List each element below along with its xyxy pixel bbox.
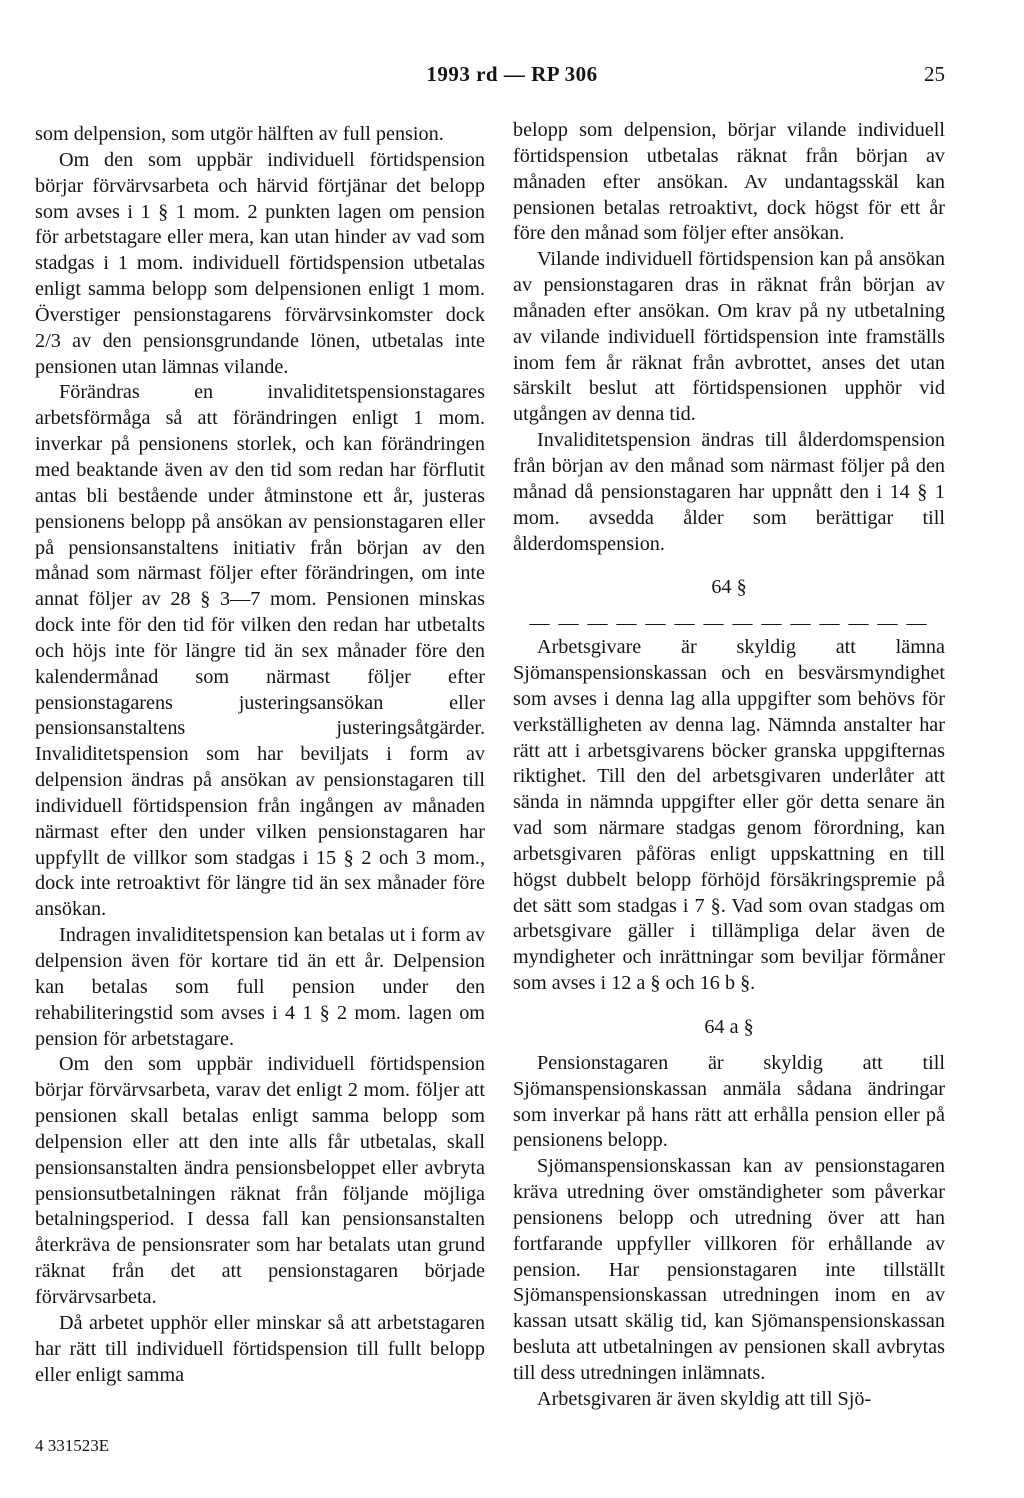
paragraph: Sjömanspensionskassan kan av pensionstagaren kräva utredning över omständigheter som påverkar pensionens belopp och utredning över att han fortfarande uppfyller villkoren för erhållande av pension. Har pensionstagaren inte tillställt Sjömanspensionskassan utredningen inom en av kassan utsatt skälig tid, kan Sjömanspensionskassan besluta att utbetalningen av pensionen skall avbrytas till dess utredningen inlämnats. bbox=[513, 1155, 945, 1384]
section-64-heading: 64 § bbox=[711, 576, 747, 599]
right-column bbox=[513, 118, 945, 1413]
section-64a-heading: 64 a § bbox=[704, 1016, 754, 1038]
paragraph: Vilande individuell förtidspension kan på ansökan av pensionstagaren dras in räknat från början av månaden efter ansökan. Om krav på ny utbetalning av vilande individuell förtidspension inte framställs inom fem år räknat från avbrottet, anses det utan särskilt beslut att förtidspensionen upphör vid utgången av denna tid. bbox=[513, 248, 945, 426]
paragraph: Indragen invaliditetspension kan betalas ut i form av delpension även för kortare tid än ett år. Delpension kan betalas som full pension under den rehabiliteringstid som avses i 4 1 § 2 mom. lagen om pension för arbetstagare. bbox=[35, 924, 485, 1050]
paragraph: Då arbetet upphör eller minskar så att arbetstagaren har rätt till individuell förtidspension till fullt belopp eller enligt samma bbox=[35, 1311, 485, 1386]
paragraph: Pensionstagaren är skyldig att till Sjömanspensionskassan anmäla sådana ändringar som inverkar på hans rätt att erhålla pension eller på pensionens belopp. bbox=[513, 1051, 945, 1152]
paragraph: som delpension, som utgör hälften av full pension. bbox=[35, 123, 444, 145]
running-header: 1993 rd — RP 306 bbox=[426, 62, 598, 86]
left-column bbox=[35, 122, 485, 1388]
page-number: 25 bbox=[924, 62, 945, 86]
paragraph: Invaliditetspension ändras till ålderdomspension från början av den månad som närmast följer på den månad då pensionstagaren har uppnått den i 14 § 1 mom. avsedda ålder som berättigar till ålderdomspension. bbox=[513, 429, 945, 555]
paragraph: Om den som uppbär individuell förtidspension börjar förvärvsarbeta, varav det enligt 2 mom. följer att pensionen skall betalas enligt samma belopp som delpension eller att den inte alls får utbetalas, skall pensionsanstalten ändra pensionsbeloppet eller avbryta pensionsutbetalningen räknat från följande möjliga betalningsperiod. I dessa fall kan pensionsanstalten återkräva de pensionsrater som har betalats utan grund räknat från det att pensionstagaren började förvärvsarbeta. bbox=[35, 1053, 485, 1308]
paragraph: belopp som delpension, börjar vilande individuell förtidspension utbetalas räknat från början av månaden efter ansökan. Av undantagsskäl kan pensionen betalas retroaktivt, dock högst för ett år före den månad som följer efter ansökan. bbox=[513, 119, 945, 245]
omission-dashes: — — — — — — — — — — — — — — bbox=[529, 612, 929, 635]
paragraph: Arbetsgivaren är även skyldig att till Sjö- bbox=[537, 1387, 872, 1410]
paragraph: Arbetsgivare är skyldig att lämna Sjömanspensionskassan och en besvärsmyndighet som avses i denna lag alla uppgifter som behövs för verkställigheten av denna lag. Nämnda anstalter har rätt att i arbetsgivarens böcker granska uppgifternas riktighet. Till den del arbetsgivaren underlåter att sända in nämnda uppgifter eller gör detta senare än vad som närmare stadgas genom förordning, kan arbetsgivaren påföras enligt uppskattning en till högst dubbelt belopp förhöjd försäkringspremie på det sätt som stadgas i 7 §. Vad som ovan stadgas om arbetsgivare gäller i tillämpliga delar även de myndigheter och inrättningar som beviljar förmåner som avses i 12 a § och 16 b §. bbox=[513, 636, 945, 995]
paragraph: Förändras en invaliditetspensionstagares arbetsförmåga så att förändringen enligt 1 mom. inverkar på pensionens storlek, och kan förändringen med beaktande även av den tid som redan har förflutit antas bli bestående under åtminstone ett år, justeras pensionens belopp på ansökan av pensionstagaren eller på pensionsanstaltens initiativ från början av den månad som närmast följer efter förändringen, om inte annat följer av 28 § 3—7 mom. Pensionen minskas dock inte för den tid för vilken den redan har utbetalts och höjs inte för längre tid än sex månader före den kalendermånad som närmast följer efter pensionstagarens justeringsansökan eller pensionsanstaltens justeringsåtgärder. Invaliditetspension som har beviljats i form av delpension ändras på ansökan av pensionstagaren till individuell förtidspension från ingången av månaden närmast efter den under vilken pensionstagaren har uppfyllt de villkor som stadgas i 15 § 2 och 3 mom., dock inte retroaktivt för längre tid än sex månader före ansökan. bbox=[35, 381, 485, 921]
print-code: 4 331523E bbox=[35, 1436, 110, 1455]
paragraph: Om den som uppbär individuell förtidspension börjar förvärvsarbeta och härvid förtjänar det belopp som avses i 1 § 1 mom. 2 punkten lagen om pension för arbetstagare eller mera, kan utan hinder av vad som stadgas i 1 mom. individuell förtidspension utbetalas enligt samma belopp som delpensionen enligt 1 mom. Överstiger pensionstagarens förvärvsinkomster dock 2/3 av den pensionsgrundande lönen, utbetalas inte pensionen utan lämnas vilande. bbox=[35, 148, 485, 378]
